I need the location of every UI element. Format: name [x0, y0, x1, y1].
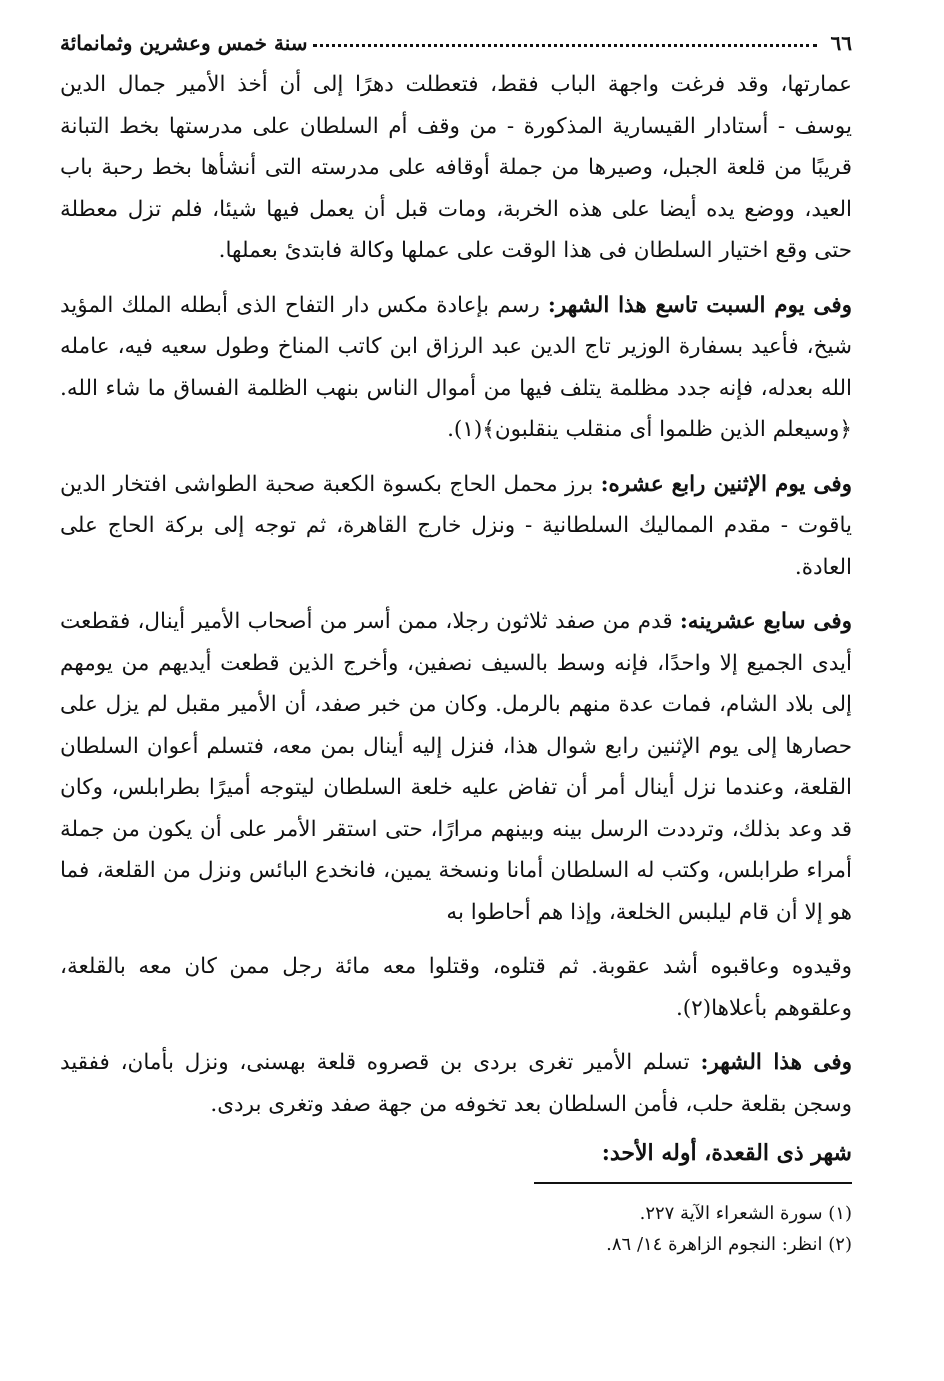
paragraph-lead: وفى سابع عشرينه:: [679, 609, 852, 634]
paragraph-text: تسلم الأمير تغرى بردى بن قصروه قلعة بهسنى، ونزل بأمان، ففقيد وسجن بقلعة حلب، فأمن السلطان بعد تخوفه من جهة صفد وتغرى بردى.: [60, 1050, 852, 1117]
paragraph-monday-fourteenth: [60, 464, 852, 589]
footnote-2: (٢) انظر: النجوم الزاهرة ١٤/ ٨٦.: [606, 1234, 852, 1255]
paragraph-text: وقيدوه وعاقبوه أشد عقوبة. ثم قتلوه، وقتلوا معه مائة رجل ممن كان معه بالقلعة، وعلقوهم بأعلاها(٢).: [60, 954, 852, 1021]
paragraph-construction: [60, 64, 852, 272]
paragraph-this-month: [60, 1042, 852, 1125]
paragraph-lead: وفى يوم السبت تاسع هذا الشهر:: [547, 292, 852, 318]
paragraph-text: برز محمل الحاج بكسوة الكعبة صحبة الطواشى افتخار الدين ياقوت - مقدم المماليك السلطانية - ونزل خارج القاهرة، ثم توجه إلى بركة الحاج على العادة.: [60, 471, 852, 580]
month-heading: شهر ذى القعدة، أوله الأحد:: [601, 1140, 852, 1166]
paragraph-twenty-seventh: [60, 601, 852, 933]
paragraph-text: قدم من صفد ثلاثون رجلا، ممن أسر من أصحاب الأمير أينال، فقطعت أيدى الجميع إلا واحدًا، فإنه وسط بالسيف نصفين، وأخرج الذين قطعت أيديهم من يومهم إلى بلاد الشام، فمات عدة منهم بالرمل. وكان من خبر صفد، أن الأمير مقبل لم يزل على حصارها إلى يوم الإثنين رابع شوال هذا، فنزل إليه أينال بمن معه، فتسلم أعوان السلطان القلعة، وعندما نزل أينال أمر أن تفاض عليه خلعة السلطان ليتوجه أميرًا بطرابلس، وكان قد وعد بذلك، وترددت الرسل بينه وبينهم مرارًا، حتى استقر الأمر على أن يكون من جملة أمراء طرابلس، وكتب له السلطان أمانا ونسخة يمين، فانخدع البائس ونزل من القلعة، فما هو إلا أن قام ليلبس الخلعة، وإذا هم أحاطوا به: [60, 609, 852, 925]
footnote-1: (١) سورة الشعراء الآية ٢٢٧.: [639, 1203, 852, 1224]
paragraph-text: رسم بإعادة مكس دار التفاح الذى أبطله الملك المؤيد شيخ، فأعيد بسفارة الوزير تاج الدين عبد الرزاق ابن كاتب المناخ وطول سعيه فيه، عامله الله بعدله، فإنه جدد مظلمة يتلف فيها من أموال الناس بنهب الظلمة الفساق ما شاء الله. ﴿وسيعلم الذين ظلموا أى منقلب ينقلبون﴾(١).: [60, 292, 852, 442]
paragraph-text: عمارتها، وقد فرغت واجهة الباب فقط، فتعطلت دهرًا إلى أن أخذ الأمير جمال الدين يوسف - أستادار القيسارية المذكورة - من وقف أم السلطان على مدرستها بخط التبانة قريبًا من قلعة الجبل، وصيرها من جملة أوقافه على مدرسته التى أنشأها بخط رحبة باب العيد، ووضع يده أيضا على هذه الخربة، ومات قبل أن يعمل فيها شيئا، فلم تزل معطلة حتى وقع اختيار السلطان فى هذا الوقت على عملها وكالة فابتدئ بعملها.: [60, 72, 852, 263]
page-header: [60, 26, 852, 60]
paragraph-lead: وفى يوم الإثنين رابع عشره:: [600, 471, 852, 497]
paragraph-continuation: [60, 946, 852, 1029]
header-leader-dots: [313, 36, 816, 47]
footnote-divider: [534, 1182, 852, 1184]
page-number: ٦٦: [830, 31, 852, 55]
running-title: سنة خمس وعشرين وثمانمائة: [60, 31, 308, 55]
paragraph-saturday-ninth: [60, 285, 852, 451]
book-page: [60, 26, 852, 1260]
paragraph-lead: وفى هذا الشهر:: [700, 1050, 852, 1075]
